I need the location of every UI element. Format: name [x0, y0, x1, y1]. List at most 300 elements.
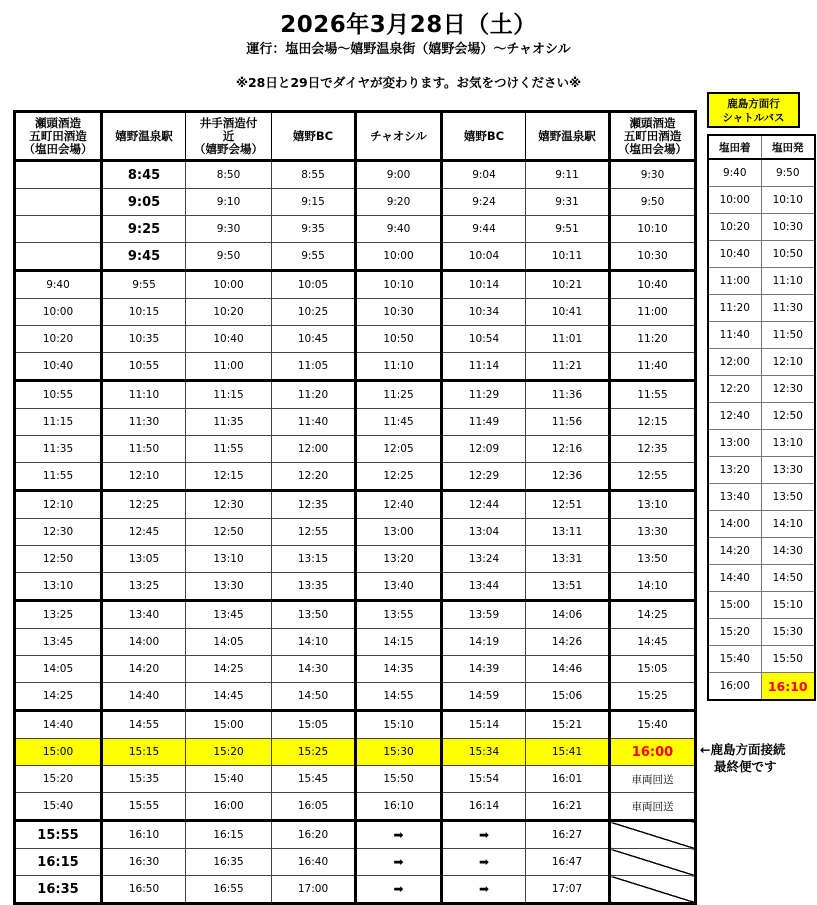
timetable-cell: [15, 243, 102, 271]
shuttle-cell: 10:20: [708, 214, 761, 241]
shuttle-column-header: 塩田発: [761, 135, 815, 159]
timetable-cell: 14:50: [272, 683, 356, 711]
shuttle-cell: 14:00: [708, 511, 761, 538]
timetable-cell: 15:35: [102, 766, 186, 793]
timetable-cell: 11:56: [526, 409, 610, 436]
note-line2: 最終便です: [714, 759, 777, 774]
shuttle-row: [708, 241, 815, 268]
timetable-cell: 11:15: [15, 409, 102, 436]
note-line1: ←鹿島方面接続: [700, 742, 786, 757]
shuttle-cell: 10:40: [708, 241, 761, 268]
timetable-cell: 9:25: [102, 216, 186, 243]
shuttle-row: [708, 511, 815, 538]
timetable-cell: 13:40: [356, 573, 442, 601]
timetable-cell: 9:05: [102, 189, 186, 216]
route-description: 運行：塩田会場～嬉野温泉街（嬉野会場）～チャオシル: [246, 42, 571, 57]
shuttle-title: [707, 92, 800, 128]
timetable-cell: 14:46: [526, 656, 610, 683]
shuttle-title-line2: シャトルバス: [722, 112, 785, 124]
shuttle-row: [708, 187, 815, 214]
timetable-cell: 12:16: [526, 436, 610, 463]
shuttle-row: [708, 403, 815, 430]
timetable-cell: 11:35: [186, 409, 272, 436]
shuttle-cell: 15:10: [761, 592, 815, 619]
timetable-row: [15, 793, 696, 821]
timetable-cell: 11:15: [186, 381, 272, 409]
timetable-cell: 12:40: [356, 491, 442, 519]
shuttle-cell: 16:10: [761, 673, 815, 701]
timetable-cell: 10:40: [610, 271, 696, 299]
column-header: 瀬頭酒造 五町田酒造 （塩田会場）: [15, 112, 102, 161]
timetable-cell: [610, 876, 696, 904]
timetable-cell: 12:09: [442, 436, 526, 463]
timetable-cell: 14:10: [610, 573, 696, 601]
timetable-cell: 16:10: [356, 793, 442, 821]
timetable-cell: 11:05: [272, 353, 356, 381]
timetable-cell: 15:40: [186, 766, 272, 793]
timetable-cell: 16:55: [186, 876, 272, 904]
timetable-cell: 10:40: [15, 353, 102, 381]
timetable-cell: 13:51: [526, 573, 610, 601]
timetable-cell: [15, 161, 102, 189]
shuttle-row: [708, 457, 815, 484]
timetable-cell: 10:11: [526, 243, 610, 271]
timetable-cell: 12:05: [356, 436, 442, 463]
shuttle-cell: 14:20: [708, 538, 761, 565]
timetable-cell: 10:25: [272, 299, 356, 326]
timetable-cell: 車両回送: [610, 766, 696, 793]
timetable-cell: 13:31: [526, 546, 610, 573]
timetable-cell: 10:41: [526, 299, 610, 326]
timetable-cell: 11:20: [272, 381, 356, 409]
shuttle-cell: 14:40: [708, 565, 761, 592]
timetable-cell: 14:45: [186, 683, 272, 711]
shuttle-cell: 15:50: [761, 646, 815, 673]
timetable-cell: 12:25: [356, 463, 442, 491]
timetable-cell: 13:30: [610, 519, 696, 546]
timetable-cell: 15:20: [15, 766, 102, 793]
timetable-cell: 14:25: [610, 601, 696, 629]
timetable-cell: 10:21: [526, 271, 610, 299]
timetable-cell: 8:55: [272, 161, 356, 189]
timetable-cell: 14:55: [356, 683, 442, 711]
timetable-cell: 14:40: [15, 711, 102, 739]
shuttle-cell: 11:20: [708, 295, 761, 322]
timetable-cell: 14:35: [356, 656, 442, 683]
timetable-cell: 16:27: [526, 821, 610, 849]
timetable-cell: 11:55: [15, 463, 102, 491]
shuttle-cell: 13:30: [761, 457, 815, 484]
timetable-cell: [610, 849, 696, 876]
shuttle-row: [708, 322, 815, 349]
timetable-cell: 9:55: [102, 271, 186, 299]
timetable-cell: 13:05: [102, 546, 186, 573]
timetable-cell: 14:45: [610, 629, 696, 656]
timetable-cell: 13:10: [15, 573, 102, 601]
timetable-cell: 15:05: [610, 656, 696, 683]
timetable-cell: 12:50: [15, 546, 102, 573]
timetable-cell: 10:10: [610, 216, 696, 243]
timetable-cell: 11:50: [102, 436, 186, 463]
shuttle-row: [708, 484, 815, 511]
shuttle-row: [708, 565, 815, 592]
timetable-cell: 16:40: [272, 849, 356, 876]
timetable-cell: 15:05: [272, 711, 356, 739]
timetable-cell: 13:20: [356, 546, 442, 573]
timetable-cell: 15:20: [186, 739, 272, 766]
timetable-row: [15, 711, 696, 739]
timetable-cell: 10:14: [442, 271, 526, 299]
timetable-cell: 12:00: [272, 436, 356, 463]
timetable-cell: 11:40: [610, 353, 696, 381]
timetable-cell: 11:55: [186, 436, 272, 463]
timetable-cell: 15:06: [526, 683, 610, 711]
timetable-cell: 10:45: [272, 326, 356, 353]
timetable-cell: 10:00: [186, 271, 272, 299]
timetable-cell: 12:30: [186, 491, 272, 519]
timetable-cell: 10:54: [442, 326, 526, 353]
timetable-cell: 11:55: [610, 381, 696, 409]
timetable-cell: 10:55: [15, 381, 102, 409]
schedule-notice: ※28日と29日でダイヤが変わります。お気をつけください※: [235, 75, 582, 90]
shuttle-row: [708, 376, 815, 403]
main-timetable: [13, 110, 697, 905]
shuttle-cell: 14:30: [761, 538, 815, 565]
timetable-cell: 13:10: [610, 491, 696, 519]
timetable-cell: 17:07: [526, 876, 610, 904]
shuttle-cell: 10:50: [761, 241, 815, 268]
shuttle-column-header: 塩田着: [708, 135, 761, 159]
timetable-cell: 11:01: [526, 326, 610, 353]
timetable-cell: 10:30: [610, 243, 696, 271]
shuttle-cell: 12:20: [708, 376, 761, 403]
timetable-cell: 14:39: [442, 656, 526, 683]
timetable-cell: ➡: [356, 849, 442, 876]
shuttle-row: [708, 430, 815, 457]
shuttle-cell: 13:10: [761, 430, 815, 457]
timetable-cell: 15:14: [442, 711, 526, 739]
timetable-row: [15, 463, 696, 491]
timetable-cell: 10:00: [15, 299, 102, 326]
timetable-row: [15, 436, 696, 463]
timetable-cell: 10:20: [15, 326, 102, 353]
timetable-cell: 12:10: [15, 491, 102, 519]
shuttle-cell: 10:30: [761, 214, 815, 241]
timetable-row: [15, 683, 696, 711]
timetable-cell: 13:44: [442, 573, 526, 601]
timetable-row: [15, 243, 696, 271]
shuttle-cell: 12:00: [708, 349, 761, 376]
timetable-row: [15, 849, 696, 876]
timetable-cell: 12:29: [442, 463, 526, 491]
timetable-row: [15, 519, 696, 546]
timetable-cell: 16:01: [526, 766, 610, 793]
shuttle-cell: 11:10: [761, 268, 815, 295]
timetable-cell: 11:35: [15, 436, 102, 463]
timetable-cell: 13:00: [356, 519, 442, 546]
shuttle-cell: 11:40: [708, 322, 761, 349]
timetable-cell: 12:15: [186, 463, 272, 491]
timetable-cell: 10:04: [442, 243, 526, 271]
timetable-cell: ➡: [356, 821, 442, 849]
timetable-cell: 9:55: [272, 243, 356, 271]
timetable-cell: 9:45: [102, 243, 186, 271]
shuttle-cell: 12:10: [761, 349, 815, 376]
shuttle-cell: 13:20: [708, 457, 761, 484]
timetable-row: [15, 353, 696, 381]
timetable-cell: 10:05: [272, 271, 356, 299]
shuttle-row: [708, 673, 815, 701]
timetable-row: [15, 766, 696, 793]
timetable-cell: 15:10: [356, 711, 442, 739]
timetable-cell: 14:30: [272, 656, 356, 683]
timetable-cell: 9:51: [526, 216, 610, 243]
timetable-cell: 14:25: [186, 656, 272, 683]
timetable-cell: [15, 216, 102, 243]
column-header: 井手酒造付 近 （嬉野会場）: [186, 112, 272, 161]
timetable-cell: 11:10: [102, 381, 186, 409]
timetable-cell: 9:10: [186, 189, 272, 216]
timetable-cell: 13:40: [102, 601, 186, 629]
shuttle-row: [708, 619, 815, 646]
column-header: 瀬頭酒造 五町田酒造 （塩田会場）: [610, 112, 696, 161]
timetable-cell: ➡: [442, 821, 526, 849]
timetable-cell: 12:55: [610, 463, 696, 491]
column-header: 嬉野BC: [272, 112, 356, 161]
column-header: チャオシル: [356, 112, 442, 161]
timetable-cell: 16:21: [526, 793, 610, 821]
timetable-cell: 15:55: [15, 821, 102, 849]
timetable-cell: 12:35: [610, 436, 696, 463]
timetable-cell: 10:55: [102, 353, 186, 381]
timetable-cell: 14:19: [442, 629, 526, 656]
timetable-cell: 10:50: [356, 326, 442, 353]
timetable-cell: 13:50: [610, 546, 696, 573]
timetable-cell: 13:59: [442, 601, 526, 629]
timetable-cell: 9:24: [442, 189, 526, 216]
timetable-cell: 12:10: [102, 463, 186, 491]
timetable-cell: 15:25: [272, 739, 356, 766]
kashima-connection-note: [700, 741, 817, 775]
shuttle-cell: 16:00: [708, 673, 761, 701]
timetable-header-row: [15, 112, 696, 161]
timetable-cell: 10:30: [356, 299, 442, 326]
timetable-cell: 12:50: [186, 519, 272, 546]
timetable-cell: 15:55: [102, 793, 186, 821]
column-header: 嬉野温泉駅: [526, 112, 610, 161]
timetable-cell: 14:05: [186, 629, 272, 656]
timetable-cell: 12:55: [272, 519, 356, 546]
timetable-cell: 10:40: [186, 326, 272, 353]
timetable-cell: 15:25: [610, 683, 696, 711]
timetable-cell: 12:20: [272, 463, 356, 491]
timetable-cell: 11:14: [442, 353, 526, 381]
timetable-row: [15, 189, 696, 216]
shuttle-cell: 9:40: [708, 159, 761, 187]
timetable-row: [15, 601, 696, 629]
timetable-cell: 12:45: [102, 519, 186, 546]
timetable-cell: 16:00: [610, 739, 696, 766]
timetable-cell: 15:21: [526, 711, 610, 739]
timetable-cell: 9:11: [526, 161, 610, 189]
timetable-cell: 10:34: [442, 299, 526, 326]
timetable-cell: 13:25: [15, 601, 102, 629]
timetable-cell: 12:35: [272, 491, 356, 519]
timetable-cell: 13:24: [442, 546, 526, 573]
timetable-cell: 9:30: [610, 161, 696, 189]
timetable-cell: 11:00: [610, 299, 696, 326]
timetable-cell: 13:45: [186, 601, 272, 629]
timetable-cell: 14:26: [526, 629, 610, 656]
timetable-cell: 14:40: [102, 683, 186, 711]
timetable-cell: 15:00: [15, 739, 102, 766]
timetable-cell: 15:40: [610, 711, 696, 739]
timetable-cell: 14:55: [102, 711, 186, 739]
timetable-cell: 10:20: [186, 299, 272, 326]
timetable-cell: 11:00: [186, 353, 272, 381]
timetable-cell: [610, 821, 696, 849]
timetable-row: [15, 821, 696, 849]
timetable-cell: 15:00: [186, 711, 272, 739]
shuttle-cell: 11:00: [708, 268, 761, 295]
timetable-row: [15, 491, 696, 519]
shuttle-cell: 15:40: [708, 646, 761, 673]
timetable-row: [15, 271, 696, 299]
timetable-cell: 9:35: [272, 216, 356, 243]
timetable-cell: 11:36: [526, 381, 610, 409]
timetable-row: [15, 876, 696, 904]
timetable-cell: 16:35: [186, 849, 272, 876]
timetable-cell: 9:30: [186, 216, 272, 243]
timetable-row: [15, 299, 696, 326]
timetable-cell: 11:20: [610, 326, 696, 353]
timetable-cell: 17:00: [272, 876, 356, 904]
column-header: 嬉野BC: [442, 112, 526, 161]
timetable-cell: 15:40: [15, 793, 102, 821]
timetable-cell: 8:45: [102, 161, 186, 189]
timetable-cell: 12:30: [15, 519, 102, 546]
shuttle-cell: 14:50: [761, 565, 815, 592]
shuttle-cell: 13:40: [708, 484, 761, 511]
timetable-cell: 15:45: [272, 766, 356, 793]
shuttle-header-row: [708, 135, 815, 159]
timetable-cell: 11:40: [272, 409, 356, 436]
shuttle-cell: 15:00: [708, 592, 761, 619]
shuttle-cell: 11:50: [761, 322, 815, 349]
timetable-cell: 13:10: [186, 546, 272, 573]
timetable-cell: 11:29: [442, 381, 526, 409]
timetable-cell: 12:36: [526, 463, 610, 491]
shuttle-cell: 10:10: [761, 187, 815, 214]
timetable-cell: 9:40: [15, 271, 102, 299]
timetable-cell: 10:00: [356, 243, 442, 271]
timetable-row: [15, 656, 696, 683]
timetable-cell: 16:15: [186, 821, 272, 849]
timetable-cell: 14:00: [102, 629, 186, 656]
timetable-cell: 16:00: [186, 793, 272, 821]
timetable-cell: 16:35: [15, 876, 102, 904]
shuttle-row: [708, 646, 815, 673]
timetable-cell: 11:49: [442, 409, 526, 436]
page-title: 2026年3月28日（土）: [280, 12, 537, 38]
shuttle-cell: 11:30: [761, 295, 815, 322]
timetable-cell: 13:50: [272, 601, 356, 629]
timetable-cell: 16:14: [442, 793, 526, 821]
timetable-cell: 14:06: [526, 601, 610, 629]
timetable-cell: 8:50: [186, 161, 272, 189]
shuttle-title-line1: 鹿島方面行: [727, 98, 780, 110]
timetable-cell: 9:20: [356, 189, 442, 216]
timetable-cell: [15, 189, 102, 216]
shuttle-cell: 10:00: [708, 187, 761, 214]
shuttle-row: [708, 268, 815, 295]
timetable-cell: 10:35: [102, 326, 186, 353]
timetable-cell: 11:45: [356, 409, 442, 436]
timetable-cell: 16:30: [102, 849, 186, 876]
timetable-cell: 11:10: [356, 353, 442, 381]
shuttle-row: [708, 214, 815, 241]
timetable-row: [15, 326, 696, 353]
column-header: 嬉野温泉駅: [102, 112, 186, 161]
timetable-cell: 9:40: [356, 216, 442, 243]
timetable-row: [15, 546, 696, 573]
timetable-row: [15, 381, 696, 409]
shuttle-cell: 14:10: [761, 511, 815, 538]
timetable-cell: 13:45: [15, 629, 102, 656]
timetable-cell: 12:15: [610, 409, 696, 436]
timetable-cell: 14:20: [102, 656, 186, 683]
timetable-cell: 15:34: [442, 739, 526, 766]
shuttle-row: [708, 538, 815, 565]
timetable-cell: 車両回送: [610, 793, 696, 821]
timetable-cell: 15:50: [356, 766, 442, 793]
timetable-cell: 13:04: [442, 519, 526, 546]
timetable-cell: 13:35: [272, 573, 356, 601]
timetable-cell: 13:11: [526, 519, 610, 546]
timetable-cell: 12:51: [526, 491, 610, 519]
timetable-cell: 15:54: [442, 766, 526, 793]
timetable-cell: 10:10: [356, 271, 442, 299]
shuttle-row: [708, 349, 815, 376]
timetable-cell: 14:15: [356, 629, 442, 656]
timetable-cell: 15:15: [102, 739, 186, 766]
timetable-cell: 9:50: [186, 243, 272, 271]
timetable-cell: 9:15: [272, 189, 356, 216]
timetable-cell: 10:15: [102, 299, 186, 326]
shuttle-cell: 12:40: [708, 403, 761, 430]
timetable-cell: 14:25: [15, 683, 102, 711]
shuttle-row: [708, 592, 815, 619]
timetable-cell: 14:05: [15, 656, 102, 683]
timetable-cell: 16:05: [272, 793, 356, 821]
timetable-cell: 16:10: [102, 821, 186, 849]
shuttle-cell: 15:20: [708, 619, 761, 646]
shuttle-cell: 12:50: [761, 403, 815, 430]
shuttle-cell: 12:30: [761, 376, 815, 403]
timetable-cell: 13:25: [102, 573, 186, 601]
timetable-cell: 15:30: [356, 739, 442, 766]
timetable-cell: 14:10: [272, 629, 356, 656]
timetable-cell: 12:44: [442, 491, 526, 519]
timetable-row: [15, 629, 696, 656]
timetable-row: [15, 161, 696, 189]
timetable-cell: 16:50: [102, 876, 186, 904]
timetable-cell: 16:15: [15, 849, 102, 876]
timetable-row: [15, 216, 696, 243]
timetable-cell: 12:25: [102, 491, 186, 519]
timetable-cell: 9:50: [610, 189, 696, 216]
timetable-cell: 13:55: [356, 601, 442, 629]
